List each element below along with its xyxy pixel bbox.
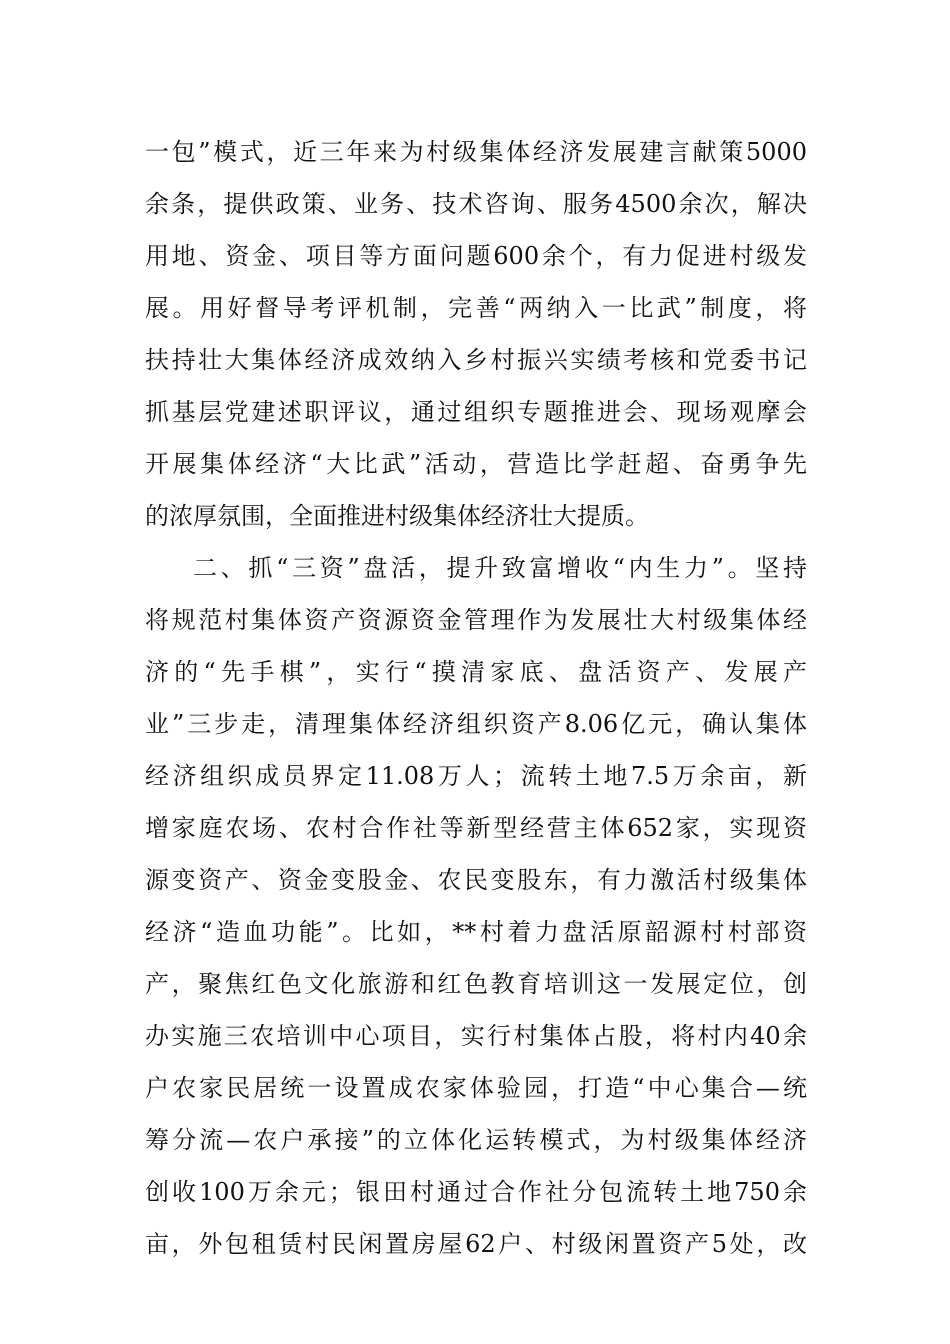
text-line: 济的“先手棋”，实行“摸清家底、盘活资产、发展产 bbox=[145, 658, 807, 686]
text-line: 亩，外包租赁村民闲置房屋62户、村级闲置资产5处，改 bbox=[145, 1230, 807, 1258]
text-line: 户农家民居统一设置成农家体验园，打造“中心集合—统 bbox=[145, 1074, 807, 1102]
text-line: 用地、资金、项目等方面问题600余个，有力促进村级发 bbox=[145, 242, 807, 270]
text-line: 办实施三农培训中心项目，实行村集体占股，将村内40余 bbox=[145, 1022, 807, 1050]
text-line: 经济组织成员界定11.08万人；流转土地7.5万余亩，新 bbox=[145, 762, 807, 790]
text-line: 开展集体经济“大比武”活动，营造比学赶超、奋勇争先 bbox=[145, 450, 807, 478]
text-line: 一包”模式，近三年来为村级集体经济发展建言献策5000 bbox=[145, 138, 807, 166]
text-line: 业”三步走，清理集体经济组织资产8.06亿元，确认集体 bbox=[145, 710, 807, 738]
text-line: 将规范村集体资产资源资金管理作为发展壮大村级集体经 bbox=[145, 606, 807, 634]
text-line: 经济“造血功能”。比如，**村着力盘活原韶源村村部资 bbox=[145, 918, 807, 946]
text-line: 创收100万余元；银田村通过合作社分包流转土地750余 bbox=[145, 1178, 807, 1206]
text-line: 展。用好督导考评机制，完善“两纳入一比武”制度，将 bbox=[145, 294, 807, 322]
section-heading-line: 二、抓“三资”盘活，提升致富增收“内生力”。坚持 bbox=[193, 554, 807, 582]
text-line: 产，聚焦红色文化旅游和红色教育培训这一发展定位，创 bbox=[145, 970, 807, 998]
text-line: 源变资产、资金变股金、农民变股东，有力激活村级集体 bbox=[145, 866, 807, 894]
body-text bbox=[145, 126, 807, 1270]
text-line: 增家庭农场、农村合作社等新型经营主体652家，实现资 bbox=[145, 814, 807, 842]
text-line: 扶持壮大集体经济成效纳入乡村振兴实绩考核和党委书记 bbox=[145, 346, 807, 374]
paragraph-end-line: 的浓厚氛围，全面推进村级集体经济壮大提质。 bbox=[145, 502, 649, 530]
text-line: 筹分流—农户承接”的立体化运转模式，为村级集体经济 bbox=[145, 1126, 807, 1154]
text-line: 抓基层党建述职评议，通过组织专题推进会、现场观摩会 bbox=[145, 398, 807, 426]
text-line: 余条，提供政策、业务、技术咨询、服务4500余次，解决 bbox=[145, 190, 807, 218]
